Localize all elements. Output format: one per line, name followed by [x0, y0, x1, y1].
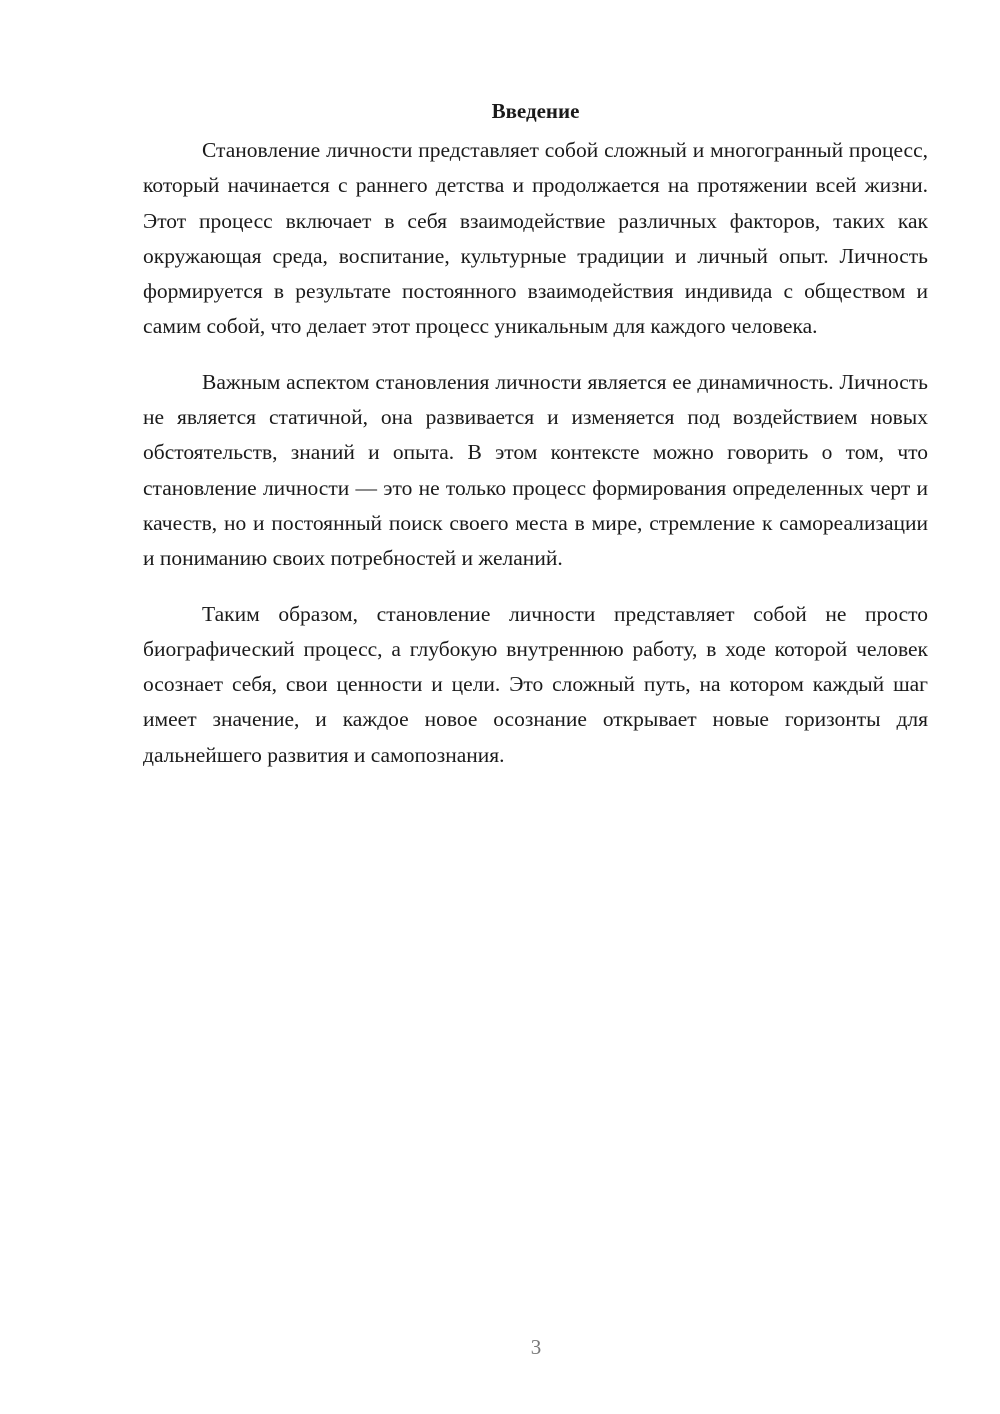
- page-content: [143, 94, 928, 793]
- paragraph-3: Таким образом, становление личности представляет собой не просто биографический процесс, а глубокую внутреннюю работу, в ходе которой человек осознает себя, свои ценности и цели. Это сложный путь, на котором каждый шаг имеет значение, и каждое новое осознание открывает новые горизонты для дальнейшего развития и самопознания.: [143, 601, 928, 767]
- paragraph-1: Становление личности представляет собой сложный и многогранный процесс, который начинается с раннего детства и продолжается на протяжении всей жизни. Этот процесс включает в себя взаимодействие различных факторов, таких как окружающая среда, воспитание, культурные традиции и личный опыт. Личность формируется в результате постоянного взаимодействия индивида с обществом и самим собой, что делает этот процесс уникальным для каждого человека.: [143, 138, 928, 339]
- page-title: Введение: [491, 99, 580, 123]
- page-number: 3: [530, 1335, 542, 1359]
- paragraph-2: Важным аспектом становления личности является ее динамичность. Личность не является статичной, она развивается и изменяется под воздействием новых обстоятельств, знаний и опыта. В этом контексте можно говорить о том, что становление личности — это не только процесс формирования определенных черт и качеств, но и постоянный поиск своего места в мире, стремление к самореализации и пониманию своих потребностей и желаний.: [143, 369, 928, 571]
